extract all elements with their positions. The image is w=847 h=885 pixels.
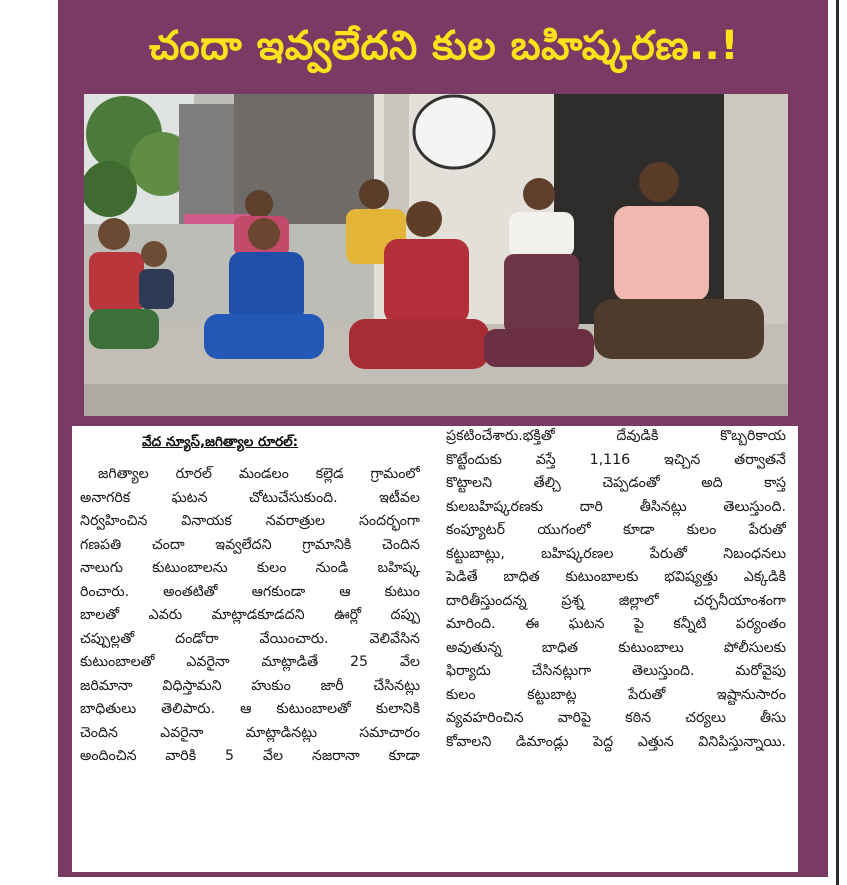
text-line: మారింది. ఈ ఘటన పై కన్నీటి పర్యంతం xyxy=(446,616,786,632)
text-line: రించారు. అంతటితో ఆగకుండా ఆ కుటుం xyxy=(80,583,420,600)
text-line: గణపతి చందా ఇవ్వలేదని గ్రామానికి చెందిన xyxy=(80,536,420,553)
text-line: ప్రకటించేశారు.భక్తితో దేవుడికి కొబ్బరికాయ xyxy=(446,428,786,444)
text-line: బాలతో ఎవరు మాట్లాడకూడదని ఊర్లో దప్పు xyxy=(80,607,420,623)
text-line: కంప్యూటర్ యుగంలో కూడా కులం పేరుతో xyxy=(446,522,786,538)
text-line: అవుతున్న బాధిత కుటుంబాలు పోలీసులకు xyxy=(446,639,786,656)
text-line: కుటుంబాలతో ఎవరైనా మాట్లాడితే 25 వేల xyxy=(80,654,420,670)
text-line: కులం కట్టుబాట్ల పేరుతో ఇష్టానుసారం xyxy=(446,686,786,703)
text-line: జగిత్యాల రూరల్ మండలం కల్లెడ గ్రామంలో xyxy=(98,466,420,482)
text-line: కట్టుబాట్లు, బహిష్కరణల పేరుతో నిబంధనలు xyxy=(446,545,786,562)
text-line: కులబహిష్కరణకు దారి తీసినట్లు తెలుస్తుంది. xyxy=(446,498,786,515)
article-column-left xyxy=(80,463,420,769)
text-line: అనాగరిక ఘటన చోటుచేసుకుంది. ఇటీవల xyxy=(80,489,420,506)
text-line: నిర్వహించిన వినాయక నవరాత్రుల సందర్భంగా xyxy=(80,513,420,529)
text-line: కొట్టాలని తేల్చి చెప్పడంతో అది కాస్త xyxy=(446,475,786,491)
column-divider xyxy=(836,0,839,885)
text-line: వ్యవహరించిన వారిపై కఠిన చర్యలు తీసు xyxy=(446,710,786,726)
text-line: జరిమానా విధిస్తామని హుకుం జారీ చేసినట్లు xyxy=(80,677,420,694)
text-line: కొట్టేందుకు వస్తే 1,116 ఇచ్చిన తర్వాతనే xyxy=(446,451,786,468)
text-line: బాధితులు తెలిపారు. ఆ కుటుంబాలతో కులానికి xyxy=(80,701,420,717)
byline: వేద న్యూస్,జగిత్యాల రూరల్: xyxy=(142,434,299,450)
text-line: నాలుగు కుటుంబాలను కులం నుండి బహిష్క xyxy=(80,560,420,576)
headline: చందా ఇవ్వలేదని కుల బహిష్కరణ..! xyxy=(148,23,739,69)
text-line: ఫిర్యాదు చేసినట్లుగా తెలుస్తుంది. మరోవైపు xyxy=(446,663,786,679)
text-line: చెందిన ఎవరైనా మాట్లాడినట్లు సమాచారం xyxy=(80,724,420,741)
text-line: పెడితే బాధిత కుటుంబాలకు భవిష్యత్తు ఎక్కడికి xyxy=(446,569,786,585)
text-line: దారితీస్తుందన్న ప్రశ్న జిల్లాలో చర్చనీయాంశంగా xyxy=(446,592,786,609)
text-line: చప్పుల్లతో దండోరా వేయించారు. వెలివేసిన xyxy=(80,630,420,647)
news-photo xyxy=(84,94,788,416)
article-column-right xyxy=(446,425,786,754)
text-line: కోవాలని డిమాండ్లు పెద్ద ఎత్తున వినిపిస్తున్నాయి. xyxy=(446,733,786,750)
text-line: అందించిన వారికి 5 వేల నజరానా కూడా xyxy=(80,748,420,764)
group-photo-illustration xyxy=(84,94,788,416)
